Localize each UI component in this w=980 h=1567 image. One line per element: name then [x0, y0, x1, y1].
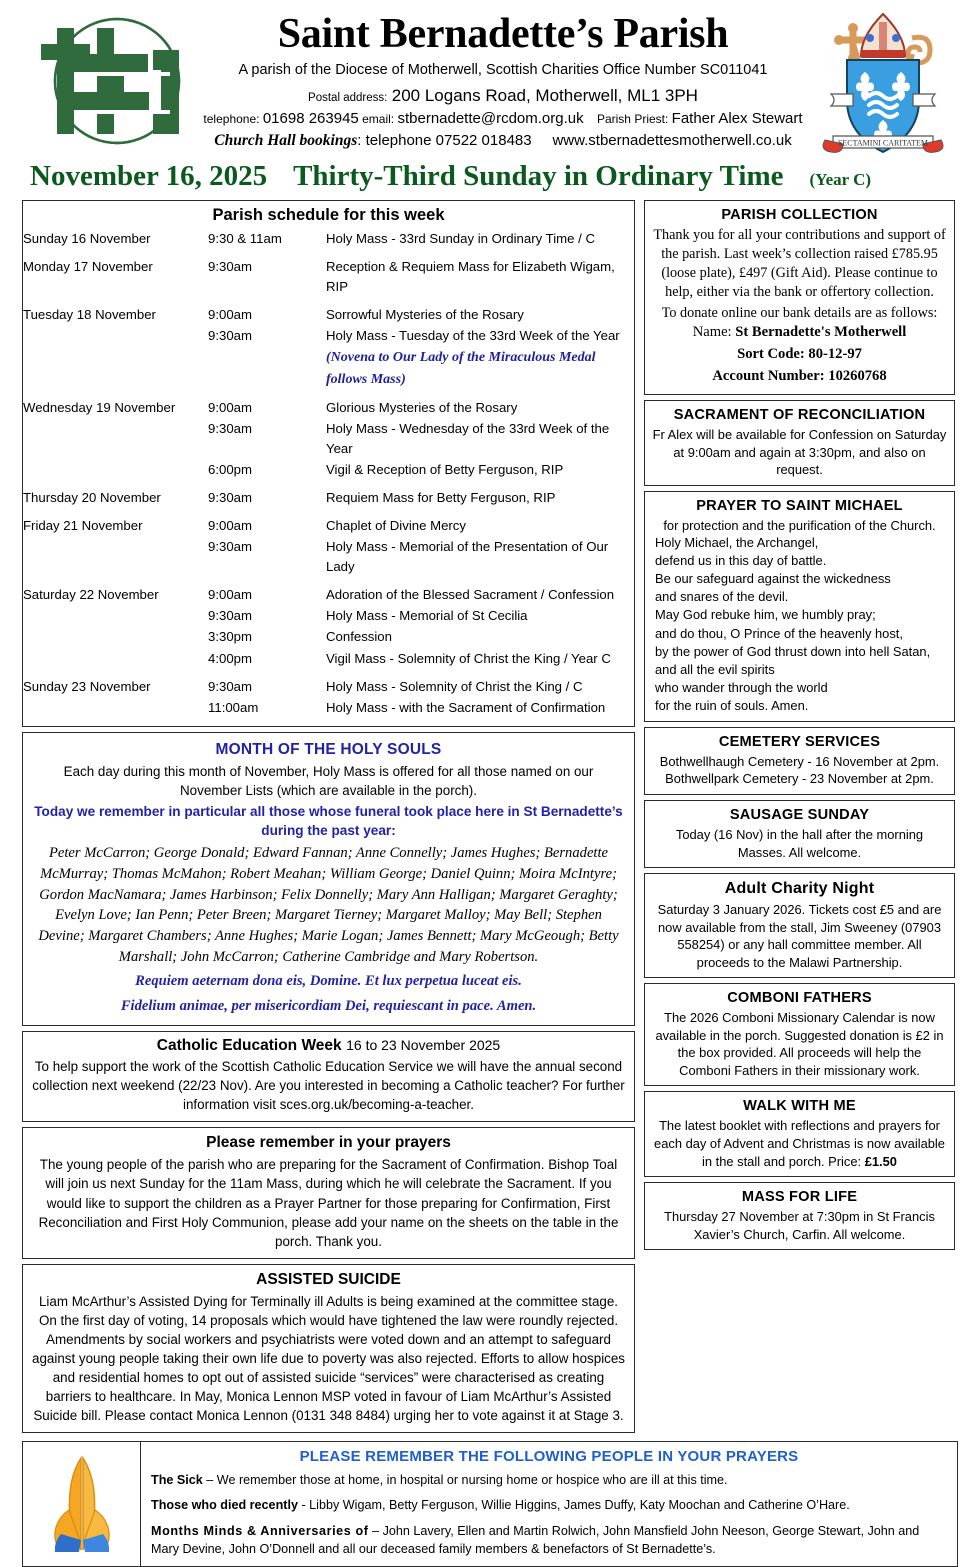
schedule-description: Vigil & Reception of Betty Ferguson, RIP: [326, 462, 564, 478]
schedule-row: [23, 229, 634, 250]
schedule-day: [23, 419, 208, 460]
schedule-description: Requiem Mass for Betty Ferguson, RIP: [326, 490, 556, 506]
prayer-line: Be our safeguard against the wickedness: [655, 571, 891, 587]
prayer-list-footer: [22, 1441, 958, 1567]
prayer-line: May God rebuke him, we humbly pray;: [655, 607, 876, 623]
schedule-time: 9:30am: [208, 328, 252, 344]
sick-text: – We remember those at home, in hospital or nursing home or hospice who are ill at this time.: [202, 1472, 728, 1487]
schedule-day: [23, 627, 208, 648]
prayer-list-title: PLEASE REMEMBER THE FOLLOWING PEOPLE IN YOUR PRAYERS: [299, 1447, 799, 1465]
walk-with-me-body: [652, 1117, 947, 1170]
right-column: [644, 200, 955, 1255]
feast-name: Thirty-Third Sunday in Ordinary Time: [293, 160, 784, 192]
holy-souls-latin-2: Fidelium animae, per misericordiam Dei, requiescant in pace. Amen.: [120, 997, 537, 1014]
prayers-request-box: [22, 1127, 635, 1258]
schedule-description: Adoration of the Blessed Sacrament / Confession: [326, 587, 615, 603]
prayers-request-title: Please remember in your prayers: [206, 1134, 451, 1152]
schedule-description: Holy Mass - Memorial of St Cecilia: [326, 608, 528, 624]
cemetery-title: CEMETERY SERVICES: [718, 733, 881, 750]
prayers-request-panel: [23, 1128, 634, 1257]
holy-souls-names: Peter McCarron; George Donald; Edward Fannan; Anne Connelly; James Hughes; Bernadette McMurray; Thomas McMahon; Robert Meahan; William George; Daniel Quinn; Moira McIntyre; Gordon MacNamara; James Harbinson; Felix Donnelly; Mary Ann Halligan; Margaret Geraghty; Evelyn Love; Ian Penn; Peter Breen; Margaret Tierney; Margaret Malloy; May Bell; Stephen Devine; Margaret Chambers; Anne Hughes; Marie Logan; James Bennett; Mary McGeough; Betty Marshall; John McCarron; Catherine Cambridge and Mary Robertson.: [38, 845, 619, 965]
hall-bookings-line: [198, 132, 808, 150]
st-michael-panel: [645, 492, 954, 721]
parish-logo: [22, 6, 198, 152]
schedule-row: [23, 298, 634, 326]
schedule-day: [23, 537, 208, 578]
schedule-day: Monday 17 November: [23, 259, 153, 275]
education-week-body: To help support the work of the Scottish Catholic Education Service we will have the annual second collection next weekend (22/23 Nov). Are you interested in becoming a Catholic teacher? For further information visit sces.org.uk/becoming-a-teacher.: [32, 1059, 625, 1113]
schedule-day: Sunday 23 November: [23, 678, 151, 694]
parish-collection-body: Thank you for all your contributions and support of the parish. Last week’s collection raised £785.95 (loose plate), £497 (Gift Aid). Please continue to help, either via the bank or offertory collection.: [653, 227, 946, 300]
bank-name-line: [652, 322, 947, 344]
prayers-request-body: The young people of the parish who are preparing for the Sacrament of Confirmation. Bishop Toal will join us next Sunday for the 11am Mass, during which he will celebrate the Sacrament. If you would like to support the children as a Prayer Partner for those preparing for Confirmation, First Reconciliation and First Holy Communion, please add your name on the sheets on the table in the porch. Thank you.: [38, 1157, 619, 1249]
schedule-day: [23, 326, 208, 347]
schedule-time: 9:00am: [208, 399, 252, 415]
walk-with-me-panel: [645, 1092, 954, 1176]
schedule-day: [23, 460, 208, 481]
recently-died-line: [151, 1497, 947, 1515]
schedule-day: Tuesday 18 November: [23, 307, 156, 323]
education-week-title: Catholic Education Week: [156, 1037, 342, 1055]
walk-with-me-text: The latest booklet with reflections and prayers for each day of Advent and Christmas is now available in the stall and porch. Price:: [654, 1118, 945, 1169]
praying-hands-cell: [23, 1442, 141, 1567]
education-week-dates: 16 to 23 November 2025: [346, 1037, 501, 1054]
schedule-description: Holy Mass - Memorial of the Presentation of Our Lady: [326, 539, 609, 575]
schedule-time: 3:30pm: [208, 629, 252, 645]
schedule-day: [23, 698, 208, 719]
schedule-row: [23, 649, 634, 670]
left-column: [22, 200, 635, 1438]
schedule-row: [23, 698, 634, 719]
bank-details: [652, 322, 947, 388]
priest-label: Parish Priest:: [596, 112, 669, 127]
schedule-time: 9:30 & 11am: [208, 231, 282, 246]
holy-souls-box: [22, 732, 635, 1027]
schedule-row: [23, 419, 634, 460]
postal-value: 200 Logans Road, Motherwell, ML1 3PH: [391, 86, 698, 106]
schedule-description: Reception & Requiem Mass for Elizabeth Wigam, RIP: [326, 259, 615, 295]
assisted-suicide-title: ASSISTED SUICIDE: [256, 1270, 401, 1288]
charity-night-box: [644, 873, 955, 978]
parish-schedule-box: [22, 200, 635, 727]
diocese-crest: [808, 6, 958, 158]
masthead-text: [198, 6, 808, 150]
months-minds-line: [151, 1523, 947, 1558]
schedule-description: Holy Mass - Solemnity of Christ the King / C: [326, 678, 583, 694]
comboni-box: [644, 983, 955, 1086]
schedule-day: Friday 21 November: [23, 518, 143, 534]
schedule-row: [23, 250, 634, 298]
schedule-description: Sorrowful Mysteries of the Rosary: [326, 307, 524, 323]
tsb-monogram-icon: [35, 10, 185, 152]
bank-name-value: St Bernadette's Motherwell: [735, 324, 907, 341]
comboni-panel: [645, 984, 954, 1085]
charity-night-panel: [645, 874, 954, 977]
holy-souls-title: MONTH OF THE HOLY SOULS: [215, 740, 442, 758]
mass-for-life-body: Thursday 27 November at 7:30pm in St Francis Xavier’s Church, Carfin. All welcome.: [664, 1209, 935, 1242]
schedule-row: [23, 537, 634, 578]
cemetery-panel: [645, 728, 954, 794]
reconciliation-box: [644, 400, 955, 486]
hall-label: Church Hall bookings: [214, 132, 358, 150]
schedule-row: [23, 481, 634, 509]
masthead: [22, 0, 958, 160]
walk-with-me-price: £1.50: [864, 1153, 897, 1169]
schedule-row: [23, 627, 634, 648]
schedule-time: 9:30am: [208, 420, 252, 436]
schedule-description: Holy Mass - Tuesday of the 33rd Week of the Year: [326, 328, 620, 344]
charity-night-title: Adult Charity Night: [724, 880, 875, 898]
education-week-panel: [23, 1032, 634, 1121]
st-michael-subtitle: for protection and the purification of the Church.: [663, 517, 936, 533]
st-michael-prayer-lines: [652, 534, 947, 715]
died-label: Those who died recently: [151, 1498, 298, 1513]
sausage-sunday-body: Today (16 Nov) in the hall after the morning Masses. All welcome.: [675, 826, 924, 860]
postal-address: [198, 86, 808, 106]
cemetery-line-2: Bothwellpark Cemetery - 23 November at 2pm.: [665, 771, 934, 787]
main-content: [22, 200, 958, 1438]
schedule-day: [23, 649, 208, 670]
praying-hands-icon: [47, 1452, 117, 1556]
telephone-label: telephone:: [203, 112, 260, 127]
schedule-time: 9:30am: [208, 608, 252, 624]
schedule-row: [23, 578, 634, 606]
schedule-time: 9:30am: [208, 490, 252, 506]
months-minds-text: – John Lavery, Ellen and Martin Rolwich, John Mansfield John Neeson, George Stewart, John and Mary Devine, John O’Donnell and all our deceased family members & benefactors of St Bernadette’s.: [151, 1524, 920, 1556]
schedule-description: Chaplet of Divine Mercy: [326, 518, 466, 534]
cemetery-box: [644, 727, 955, 795]
diocese-line: A parish of the Diocese of Motherwell, Scottish Charities Office Number SC011041: [238, 62, 768, 79]
schedule-time: 9:30am: [208, 259, 252, 275]
telephone-value: 01698 263945: [262, 110, 359, 128]
prayer-line: defend us in this day of battle.: [655, 553, 827, 569]
parish-collection-panel: [645, 201, 954, 394]
mass-for-life-title: MASS FOR LIFE: [741, 1189, 858, 1206]
schedule-time: 4:00pm: [208, 650, 252, 666]
holy-souls-latin-1: Requiem aeternam dona eis, Domine. Et lux perpetua luceat eis.: [135, 972, 522, 989]
mass-for-life-box: [644, 1182, 955, 1250]
mass-for-life-panel: [645, 1183, 954, 1249]
walk-with-me-box: [644, 1091, 955, 1177]
schedule-table: [23, 229, 634, 719]
schedule-description: Vigil Mass - Solemnity of Christ the King / Year C: [326, 650, 611, 666]
priest-value: Father Alex Stewart: [671, 110, 803, 128]
holy-souls-highlight: Today we remember in particular all those whose funeral took place here in St Bernadette’s during the past year:: [34, 803, 623, 839]
prayer-line: and all the evil spirits: [655, 661, 775, 677]
schedule-description: (Novena to Our Lady of the Miraculous Medal follows Mass): [326, 350, 596, 387]
page-title: Saint Bernadette’s Parish: [277, 11, 729, 57]
charity-night-body: Saturday 3 January 2026. Tickets cost £5 and are now available from the stall, Jim Sweeney (07903 558254) or any hall committee member. All proceeds to the Malawi Partnership.: [657, 902, 942, 970]
schedule-time: 9:00am: [208, 307, 252, 323]
schedule-time: 9:00am: [208, 518, 252, 534]
schedule-title: Parish schedule for this week: [212, 206, 445, 224]
sort-code: Sort Code: 80-12-97: [737, 346, 862, 363]
prayer-list-body: [141, 1442, 957, 1567]
comboni-title: COMBONI FATHERS: [727, 990, 872, 1007]
schedule-row: [23, 347, 634, 391]
holy-souls-intro: Each day during this month of November, Holy Mass is offered for all those named on our November Lists (which are available in the porch).: [63, 763, 594, 798]
schedule-description: Holy Mass - 33rd Sunday in Ordinary Time / C: [326, 231, 595, 246]
schedule-row: [23, 509, 634, 537]
bank-name-label: Name:: [692, 324, 732, 341]
schedule-time: 9:30am: [208, 539, 252, 555]
prayer-line: by the power of God thrust down into hell Satan,: [655, 643, 931, 659]
schedule-day: Saturday 22 November: [23, 587, 159, 603]
bulletin-date: November 16, 2025: [30, 160, 268, 192]
schedule-row: [23, 326, 634, 347]
walk-with-me-title: WALK WITH ME: [743, 1098, 856, 1115]
assisted-suicide-box: [22, 1264, 635, 1433]
st-michael-title: PRAYER TO SAINT MICHAEL: [696, 497, 903, 514]
schedule-description: Confession: [326, 629, 392, 645]
st-michael-box: [644, 491, 955, 722]
account-number: Account Number: 10260768: [712, 368, 887, 385]
prayer-line: Holy Michael, the Archangel,: [655, 535, 819, 551]
comboni-body: The 2026 Comboni Missionary Calendar is now available in the porch. Suggested donation is £2 in the box provided. All proceeds will help the Comboni Fathers in their missionary work.: [655, 1010, 944, 1078]
sausage-sunday-title: SAUSAGE SUNDAY: [729, 806, 870, 823]
cemetery-line-1: Bothwellhaugh Cemetery - 16 November at 2pm.: [659, 753, 940, 769]
schedule-day: Sunday 16 November: [23, 231, 151, 246]
schedule-row: [23, 670, 634, 698]
holy-souls-panel: [23, 733, 634, 1026]
reconciliation-panel: [645, 401, 954, 485]
schedule-row: [23, 391, 634, 419]
donate-online-line: To donate online our bank details are as follows:: [661, 304, 938, 321]
email-value: stbernadette@rcdom.org.uk: [397, 110, 584, 128]
sick-line: [151, 1472, 947, 1490]
sausage-sunday-panel: [645, 801, 954, 867]
prayer-line: for the ruin of souls. Amen.: [655, 697, 809, 713]
reconciliation-title: SACRAMENT OF RECONCILIATION: [673, 407, 926, 424]
schedule-time: 9:30am: [208, 678, 252, 694]
prayer-line: and do thou, O Prince of the heavenly host,: [655, 625, 903, 641]
coat-of-arms-icon: [817, 8, 949, 158]
education-week-box: [22, 1031, 635, 1122]
prayer-line: and snares of the devil.: [655, 589, 789, 605]
schedule-time: [208, 347, 326, 391]
email-label: email:: [362, 112, 395, 127]
liturgical-year: (Year C): [809, 170, 872, 189]
schedule-day: [23, 606, 208, 627]
assisted-suicide-body: Liam McArthur’s Assisted Dying for Terminally ill Adults is being examined at the committee stage. On the first day of voting, 14 proposals which would have tightened the law were roundly rejected. Amendments by social workers and psychiatrists were voted down and an attempt to safeguard against young people taking their own life due to poverty was also rejected. Efforts to allow hospices and residential homes to opt out of assisted suicide “services” were characterised as creating barriers to healthcare. In May, Monica Lennon MSP voted in favour of Liam McArthur’s Assisted Suicide bill. Please contact Monica Lennon (0131 348 8484) urging her to vote against it at Stage 3.: [32, 1293, 626, 1423]
contact-line: [198, 110, 808, 127]
prayer-line: who wander through the world: [655, 679, 828, 695]
schedule-description: Holy Mass - with the Sacrament of Confirmation: [326, 699, 606, 715]
schedule-day: Thursday 20 November: [23, 490, 161, 506]
schedule-day: [23, 347, 208, 391]
schedule-time: 11:00am: [208, 699, 259, 715]
schedule-day: Wednesday 19 November: [23, 399, 176, 415]
sick-label: The Sick: [151, 1472, 203, 1487]
postal-label: Postal address:: [308, 92, 388, 105]
parish-collection-title: PARISH COLLECTION: [721, 207, 878, 223]
schedule-description: Holy Mass - Wednesday of the 33rd Week of the Year: [326, 420, 610, 456]
schedule-description: Glorious Mysteries of the Rosary: [326, 399, 518, 415]
months-minds-label: Months Minds & Anniversaries of: [151, 1524, 369, 1539]
website-link[interactable]: www.stbernadettesmotherwell.co.uk: [552, 132, 792, 150]
schedule-row: [23, 606, 634, 627]
assisted-suicide-panel: [23, 1265, 634, 1432]
crest-motto: SECTAMINI CARITATEM: [837, 138, 929, 148]
date-feast-bar: [22, 160, 958, 200]
reconciliation-body: Fr Alex will be available for Confession on Saturday at 9:00am and again at 3:30pm, and also on request.: [652, 427, 947, 478]
schedule-row: [23, 460, 634, 481]
died-text: - Libby Wigam, Betty Ferguson, Willie Higgins, James Duffy, Katy Moochan and Catherine O’Hare.: [297, 1498, 850, 1513]
parish-collection-box: [644, 200, 955, 395]
schedule-time: 9:00am: [208, 587, 252, 603]
hall-value: : telephone 07522 018483: [357, 132, 532, 150]
sausage-sunday-box: [644, 800, 955, 868]
schedule-time: 6:00pm: [208, 462, 252, 478]
